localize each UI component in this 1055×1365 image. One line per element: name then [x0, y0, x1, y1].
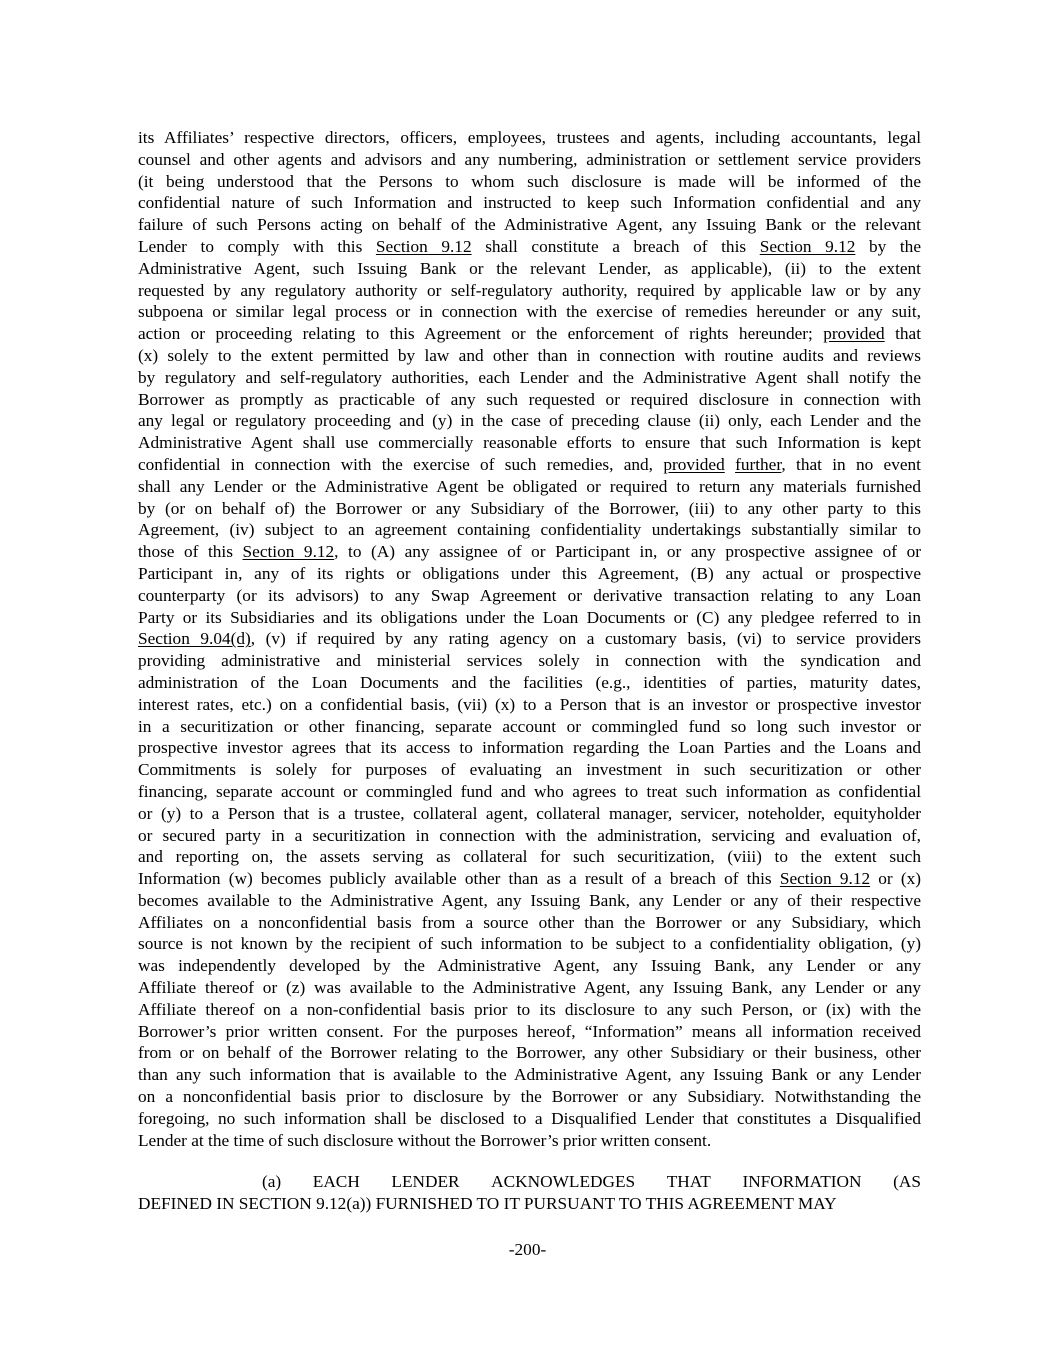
paragraph-line: from or on behalf of the Borrower relating to the Borrower, any other Subsidiary or their business, other — [138, 1043, 921, 1063]
section-reference: further — [735, 454, 782, 474]
paragraph-line: and reporting on, the assets serving as collateral for such securitization, (viii) to the extent such — [138, 847, 921, 867]
section-reference: Section 9.04(d) — [138, 629, 251, 649]
subsection-word: EACH — [312, 1172, 360, 1192]
paragraph-line: or (y) to a Person that is a trustee, collateral agent, collateral manager, servicer, noteholder, equityholder — [138, 803, 921, 823]
paragraph-line: Information (w) becomes publicly available other than as a result of a breach of this Section 9.12 or (x) — [138, 869, 922, 889]
paragraph-line: Participant in, any of its rights or obligations under this Agreement, (B) any actual or prospective — [138, 563, 921, 583]
paragraph-line: requested by any regulatory authority or self-regulatory authority, required by applicable law or by any — [138, 280, 921, 300]
paragraph-line: confidential in connection with the exercise of such remedies, and, provided further, that in no event — [138, 454, 921, 474]
paragraph-line: Affiliate thereof or (z) was available to the Administrative Agent, any Issuing Bank, any Lender or any — [138, 978, 921, 998]
paragraph-line: source is not known by the recipient of such information to be subject to a confidentiality obligation, (y) — [138, 934, 921, 954]
subsection-word: ACKNOWLEDGES — [491, 1172, 636, 1192]
paragraph-line: Agreement, (iv) subject to an agreement containing confidentiality undertakings substantially similar to — [138, 520, 921, 540]
section-reference: provided — [663, 454, 725, 474]
paragraph-line: foregoing, no such information shall be disclosed to a Disqualified Lender that constitutes a Disqualified — [138, 1108, 921, 1128]
paragraph-line: (it being understood that the Persons to whom such disclosure is made will be informed of the — [138, 171, 921, 191]
paragraph-line: Administrative Agent shall use commercially reasonable efforts to ensure that such Information is kept — [138, 433, 921, 453]
paragraph-line: prospective investor agrees that its access to information regarding the Loan Parties and the Loans and — [138, 738, 921, 758]
section-reference: Section 9.12 — [375, 236, 472, 256]
paragraph-line: Administrative Agent, such Issuing Bank or the relevant Lender, as applicable), (ii) to the extent — [138, 258, 921, 278]
paragraph-line: any legal or regulatory proceeding and (y) in the case of preceding clause (ii) only, each Lender and the — [138, 411, 921, 431]
paragraph-line: interest rates, etc.) on a confidential basis, (vii) (x) to a Person that is an investor or prospective investor — [138, 694, 921, 714]
paragraph-line: those of this Section 9.12, to (A) any assignee of or Participant in, or any prospective assignee of or — [138, 542, 921, 562]
paragraph-line: counterparty (or its advisors) to any Swap Agreement or derivative transaction relating to any Loan — [138, 585, 921, 605]
paragraph-line: counsel and other agents and advisors and any numbering, administration or settlement service providers — [138, 149, 921, 169]
subsection-first-line — [138, 1171, 921, 1193]
paragraph-line: or secured party in a securitization in connection with the administration, servicing and evaluation of, — [138, 825, 921, 845]
subsection-second-line: DEFINED IN SECTION 9.12(a)) FURNISHED TO IT PURSUANT TO THIS AGREEMENT MAY — [138, 1194, 837, 1214]
paragraph-line: confidential nature of such Information and instructed to keep such Information confidential and any — [138, 193, 921, 213]
paragraph-line: shall any Lender or the Administrative Agent be obligated or required to return any materials furnished — [138, 476, 921, 496]
paragraph-line: by (or on behalf of) the Borrower or any Subsidiary of the Borrower, (iii) to any other party to this — [138, 498, 921, 518]
paragraph-line: administration of the Loan Documents and the facilities (e.g., identities of parties, maturity dates, — [138, 672, 921, 692]
paragraph-line: action or proceeding relating to this Agreement or the enforcement of rights hereunder; provided that — [138, 324, 921, 344]
paragraph-line: failure of such Persons acting on behalf of the Administrative Agent, any Issuing Bank or the relevant — [138, 215, 921, 235]
paragraph-line: on a nonconfidential basis prior to disclosure by the Borrower or any Subsidiary. Notwithstanding the — [138, 1087, 921, 1107]
body-paragraph — [138, 127, 921, 1151]
section-reference: Section 9.12 — [779, 869, 871, 889]
subsection-word: INFORMATION — [742, 1172, 862, 1192]
paragraph-line: Party or its Subsidiaries and its obligations under the Loan Documents or (C) any pledgee referred to in — [138, 607, 921, 627]
section-reference: Section 9.12 — [242, 542, 335, 562]
paragraph-line: than any such information that is available to the Administrative Agent, any Issuing Bank or any Lender — [138, 1065, 921, 1085]
document-page — [138, 127, 921, 1215]
paragraph-line: Affiliate thereof on a non-confidential basis prior to its disclosure to any such Person, or (ix) with the — [138, 999, 921, 1019]
paragraph-line: becomes available to the Administrative Agent, any Issuing Bank, any Lender or any of their respective — [138, 890, 921, 910]
section-reference: Section 9.12 — [759, 236, 856, 256]
paragraph-line: Borrower’s prior written consent. For the purposes hereof, “Information” means all information received — [138, 1021, 921, 1041]
paragraph-line: (x) solely to the extent permitted by law and other than in connection with routine audits and reviews — [138, 345, 921, 365]
paragraph-line: subpoena or similar legal process or in connection with the exercise of remedies hereunder or any suit, — [138, 302, 921, 322]
subsection-word: LENDER — [391, 1172, 460, 1192]
subsection-a — [138, 1171, 921, 1215]
subsection-word: THAT — [666, 1172, 711, 1192]
paragraph-line: Section 9.04(d), (v) if required by any rating agency on a customary basis, (vi) to service providers — [138, 629, 921, 649]
paragraph-line: financing, separate account or commingled fund and who agrees to treat such information as confidential — [138, 781, 921, 801]
subsection-word: (AS — [893, 1172, 921, 1192]
paragraph-line: in a securitization or other financing, separate account or commingled fund so long such investor or — [138, 716, 921, 736]
paragraph-line: Commitments is solely for purposes of evaluating an investment in such securitization or other — [138, 760, 921, 780]
paragraph-line: by regulatory and self-regulatory authorities, each Lender and the Administrative Agent shall notify the — [138, 367, 921, 387]
paragraph-line: Lender to comply with this Section 9.12 shall constitute a breach of this Section 9.12 by the — [138, 236, 921, 256]
paragraph-line: Affiliates on a nonconfidential basis from a source other than the Borrower or any Subsidiary, which — [138, 912, 921, 932]
paragraph-line: providing administrative and ministerial services solely in connection with the syndication and — [138, 651, 921, 671]
paragraph-line: its Affiliates’ respective directors, officers, employees, trustees and agents, including accountants, legal — [138, 128, 921, 147]
subsection-label: (a) — [262, 1172, 282, 1192]
paragraph-line: Lender at the time of such disclosure without the Borrower’s prior written consent. — [138, 1130, 712, 1150]
paragraph-line: Borrower as promptly as practicable of any such requested or required disclosure in connection with — [138, 389, 921, 409]
page-number: -200- — [508, 1240, 547, 1259]
section-reference: provided — [823, 324, 885, 344]
paragraph-line: was independently developed by the Administrative Agent, any Issuing Bank, any Lender or any — [138, 956, 921, 976]
